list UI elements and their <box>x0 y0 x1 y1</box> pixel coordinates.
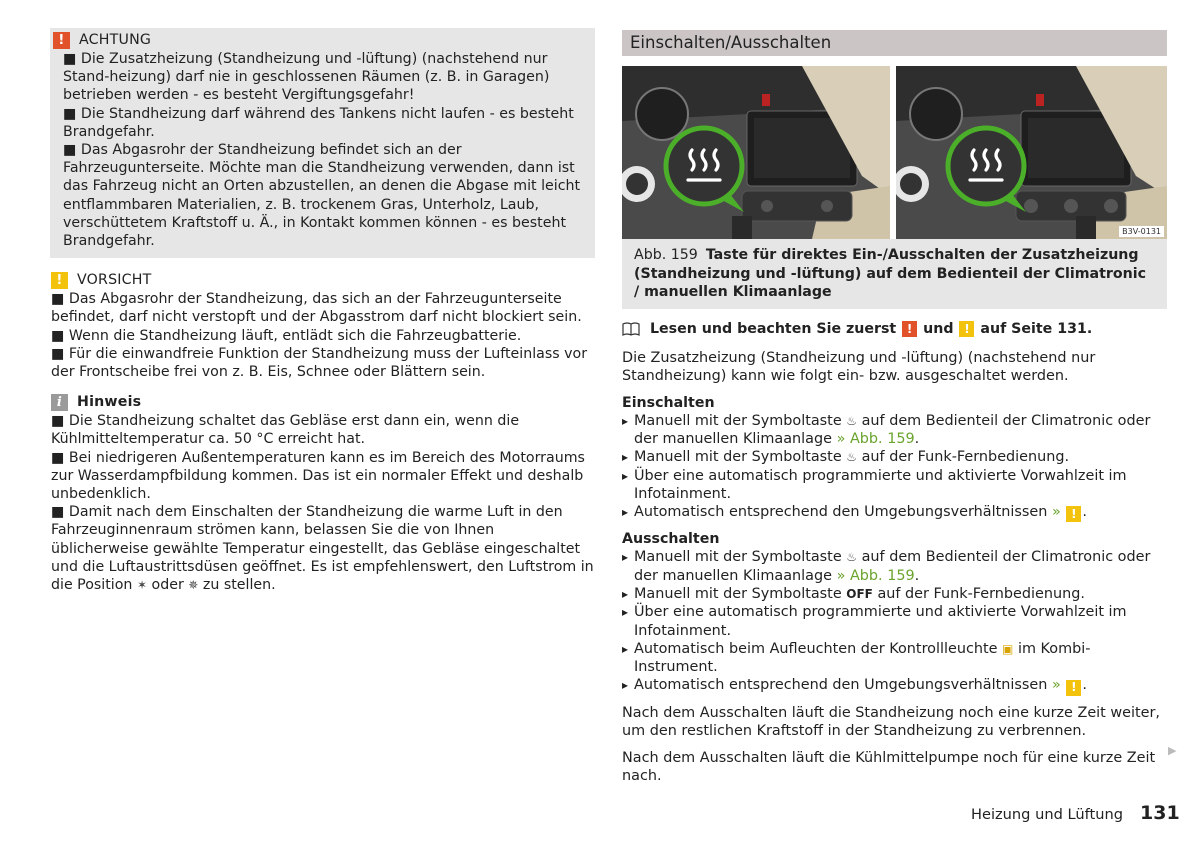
figure-link[interactable]: » Abb. 159 <box>836 431 915 448</box>
warning-icon: ! <box>902 321 917 337</box>
info-icon: i <box>51 394 68 411</box>
hinweis-item-text: oder <box>151 577 184 594</box>
hinweis-box <box>50 392 595 594</box>
after-paragraph: Nach dem Ausschalten läuft die Kühlmittelpumpe noch für eine kurze Zeit nach. <box>622 749 1156 785</box>
hinweis-item <box>51 503 595 594</box>
off-symbol: OFF <box>846 587 873 601</box>
caution-link[interactable]: » <box>1051 504 1061 521</box>
achtung-body <box>53 50 583 250</box>
vorsicht-title: VORSICHT <box>77 272 152 289</box>
heater-symbol-icon: ♨ <box>846 550 858 565</box>
hinweis-item: ■ Bei niedrigeren Außentemperaturen kann es im Bereich des Motorraums zur Wasserdampfbildung kommen. Das ist ein normaler Effekt und deshalb unbedenklich. <box>51 449 585 503</box>
caution-icon: ! <box>959 321 974 337</box>
footer-chapter: Heizung und Lüftung <box>971 806 1123 823</box>
section-title: Einschalten/Ausschalten <box>622 30 1167 56</box>
step-text: Manuell mit der Symboltaste <box>634 549 842 566</box>
achtung-title: ACHTUNG <box>79 31 152 48</box>
einschalten-steps <box>622 412 1167 523</box>
hinweis-header <box>51 392 595 412</box>
vorsicht-header <box>51 270 595 290</box>
vorsicht-item: ■ Das Abgasrohr der Standheizung, das sich an der Fahrzeugunterseite befindet, darf nicht verstopft und der Abgasstrom darf nicht blockiert sein. <box>51 291 582 326</box>
achtung-box <box>50 28 595 258</box>
step-text: im Kombi-Instrument. <box>634 640 1091 676</box>
figure-id: B3V-0131 <box>1119 226 1164 237</box>
step-text: Automatisch entsprechend den Umgebungsverhältnissen <box>634 504 1048 521</box>
hinweis-item-text: ■ Damit nach dem Einschalten der Standheizung die warme Luft in den Fahrzeuginnenraum strömen kann, belassen Sie die von Ihnen üblicherweise gewählte Temperatur eingestellt, das Gebläse eingeschaltet und die Luftaustrittsdüsen geöffnet. Es ist empfehlenswert, den Luftstrom in die Position <box>51 504 594 594</box>
caution-icon: ! <box>1066 680 1081 696</box>
einschalten-heading: Einschalten <box>622 394 715 411</box>
step-text: Automatisch beim Aufleuchten der Kontrollleuchte <box>634 640 998 657</box>
read-text: Lesen und beachten Sie zuerst <box>650 320 897 337</box>
achtung-item: ■ Die Zusatzheizung (Standheizung und -lüftung) (nachstehend nur Stand-heizung) darf nie in geschlossenen Räumen (z. B. in Garagen) betrieben werden - es besteht Vergiftungsgefahr! <box>63 51 550 104</box>
after-paragraph: Nach dem Ausschalten läuft die Standheizung noch eine kurze Zeit weiter, um den restlichen Kraftstoff in der Standheizung zu verbrennen. <box>622 704 1161 740</box>
caption-text: Taste für direktes Ein-/Ausschalten der Zusatzheizung (Standheizung und -lüftung) auf dem Bedienteil der Climatronic / manuellen Klimaanlage <box>634 247 1146 301</box>
achtung-header <box>53 30 583 50</box>
step-text: auf der Funk-Fernbedienung. <box>861 449 1070 466</box>
ausschalten-heading: Ausschalten <box>622 531 720 548</box>
ausschalten-steps <box>622 548 1167 695</box>
list-item <box>622 448 1167 466</box>
step-text: Automatisch entsprechend den Umgebungsverhältnissen <box>634 677 1048 694</box>
airflow-feet-windscreen-icon: ✵ <box>188 578 199 593</box>
dashboard-photo-climatronic <box>622 66 890 239</box>
vorsicht-item: ■ Für die einwandfreie Funktion der Standheizung muss der Lufteinlass vor der Frontscheibe frei von z. B. Eis, Schnee oder Blättern sein. <box>51 345 588 381</box>
list-item <box>622 640 1167 677</box>
book-icon <box>622 322 640 336</box>
step-text: Manuell mit der Symboltaste <box>634 586 842 602</box>
achtung-item: ■ Die Standheizung darf während des Tankens nicht laufen - es besteht Brandgefahr. <box>63 105 574 140</box>
page-number: 131 <box>1140 802 1180 824</box>
read-text: und <box>923 320 954 337</box>
figure-159 <box>622 66 1167 239</box>
step-text: auf dem Bedienteil der Climatronic oder der manuellen Klimaanlage <box>634 412 1151 448</box>
vorsicht-item: ■ Wenn die Standheizung läuft, entlädt sich die Fahrzeugbatterie. <box>51 327 522 344</box>
dashboard-photo-manual-ac <box>896 66 1167 239</box>
caution-link[interactable]: » <box>1051 677 1061 694</box>
heater-remote-icon: ♨ <box>846 450 858 465</box>
figure-caption <box>622 239 1167 309</box>
heater-symbol-icon: ♨ <box>846 413 858 428</box>
read-link[interactable]: auf Seite 131. <box>980 320 1093 337</box>
left-column <box>50 28 595 594</box>
list-item: ▸ Über eine automatisch programmierte und aktivierte Vorwahlzeit im Infotainment. <box>622 603 1167 640</box>
intro-paragraph: Die Zusatzheizung (Standheizung und -lüftung) (nachstehend nur Standheizung) kann wie folgt ein- bzw. ausgeschaltet werden. <box>622 349 1096 385</box>
hinweis-title: Hinweis <box>77 394 142 411</box>
list-item: ▸ Manuell mit der Symboltaste ♨ auf dem Bedienteil der Climatronic oder der manuellen Klimaanlage » Abb. 159. <box>622 412 1167 449</box>
hinweis-item: ■ Die Standheizung schaltet das Gebläse erst dann ein, wenn die Kühlmitteltemperatur ca. 50 °C erreicht hat. <box>51 413 520 448</box>
read-first-line <box>622 321 1167 337</box>
caution-icon: ! <box>1066 506 1081 522</box>
list-item <box>622 585 1167 603</box>
caption-number: Abb. 159 <box>634 247 698 263</box>
achtung-item: ■ Das Abgasrohr der Standheizung befindet sich an der Fahrzeugunterseite. Möchte man die Standheizung verwenden, dann ist das Fahrzeug nicht an Orten abzustellen, an denen die Abgase mit leicht entflammbaren Materialien, z. B. trockenem Gras, Unterholz, Laub, verschüttetem Kraftstoff u. Ä., in Kontakt kommen können - es besteht Brandgefahr. <box>63 142 581 250</box>
caution-icon: ! <box>51 272 68 289</box>
vorsicht-box <box>50 270 595 381</box>
list-item: ▸ Über eine automatisch programmierte und aktivierte Vorwahlzeit im Infotainment. <box>622 467 1167 504</box>
step-text: Manuell mit der Symboltaste <box>634 412 842 429</box>
warning-icon: ! <box>53 32 70 49</box>
list-item: ▸ Automatisch entsprechend den Umgebungsverhältnissen » ! . <box>622 676 1167 695</box>
step-text: Manuell mit der Symboltaste <box>634 449 842 466</box>
list-item: ▸ Manuell mit der Symboltaste ♨ auf dem Bedienteil der Climatronic oder der manuellen Klimaanlage » Abb. 159. <box>622 548 1167 585</box>
step-text: auf dem Bedienteil der Climatronic oder der manuellen Klimaanlage <box>634 549 1151 584</box>
continue-arrow-icon: ▶ <box>1168 744 1177 757</box>
warning-lamp-icon: ▣ <box>1002 641 1014 656</box>
step-text: auf der Funk-Fernbedienung. <box>877 586 1085 602</box>
airflow-windscreen-icon: ✶ <box>136 578 148 593</box>
hinweis-item-text: zu stellen. <box>202 577 276 594</box>
right-column <box>622 30 1167 786</box>
figure-link[interactable]: » Abb. 159 <box>836 567 915 584</box>
list-item: ▸ Automatisch entsprechend den Umgebungsverhältnissen » ! . <box>622 503 1167 522</box>
